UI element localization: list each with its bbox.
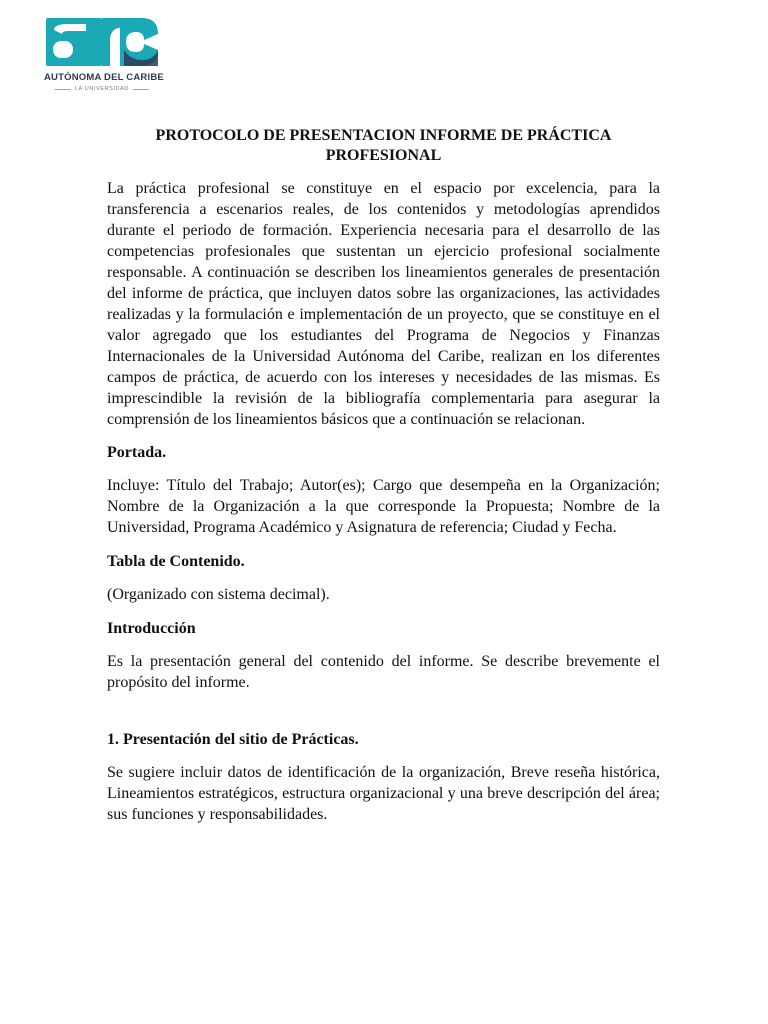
section-body-sitio-practicas: Se sugiere incluir datos de identificación de la organización, Breve reseña histórica, Lineamientos estratégicos, estructura organizacional y una breve descripción del área; sus funciones y responsabilidades.	[107, 764, 660, 823]
logo-tagline-row	[44, 86, 160, 92]
logo-divider-right	[133, 89, 149, 90]
section-heading-sitio-practicas: 1. Presentación del sitio de Prácticas.	[107, 731, 359, 748]
section-body-portada: Incluye: Título del Trabajo; Autor(es); Cargo que desempeña en la Organización; Nombre de la Organización a la que corresponde la Propuesta; Nombre de la Universidad, Programa Académico y Asignatura de referencia; Ciudad y Fecha.	[107, 477, 660, 536]
logo-tagline: LA UNIVERSIDAD	[75, 86, 129, 92]
logo-wordmark: AUTÓNOMA DEL CARIBE	[44, 72, 164, 83]
section-body-tabla-contenido: (Organizado con sistema decimal).	[107, 586, 330, 603]
section-heading-tabla-contenido: Tabla de Contenido.	[107, 553, 245, 570]
document-body	[107, 126, 660, 825]
logo-divider-left	[55, 89, 71, 90]
document-title: PROTOCOLO DE PRESENTACION INFORME DE PRÁCTICA PROFESIONAL	[155, 127, 612, 164]
section-heading-portada: Portada.	[107, 444, 167, 461]
intro-paragraph: La práctica profesional se constituye en el espacio por excelencia, para la transferencia a escenarios reales, de los contenidos y metodologías aprendidos durante el periodo de formación. Experiencia necesaria para el desarrollo de las competencias profesionales que sustentan un ejercicio profesional socialmente responsable. A continuación se describen los lineamientos generales de presentación del informe de práctica, que incluyen datos sobre las organizaciones, las actividades realizadas y la formulación e implementación de un proyecto, que se constituye en el valor agregado que los estudiantes del Programa de Negocios y Finanzas Internacionales de la Universidad Autónoma del Caribe, realizan en los diferentes campos de práctica, de acuerdo con los intereses y necesidades de las mismas. Es imprescindible la revisión de la bibliografía complementaria para asegurar la comprensión de los lineamientos básicos que a continuación se relacionan.	[107, 180, 660, 428]
section-heading-introduccion: Introducción	[107, 620, 196, 637]
logo-mark-icon	[44, 16, 160, 70]
section-body-introduccion: Es la presentación general del contenido del informe. Se describe brevemente el propósito del informe.	[107, 653, 660, 691]
university-logo	[44, 16, 164, 98]
